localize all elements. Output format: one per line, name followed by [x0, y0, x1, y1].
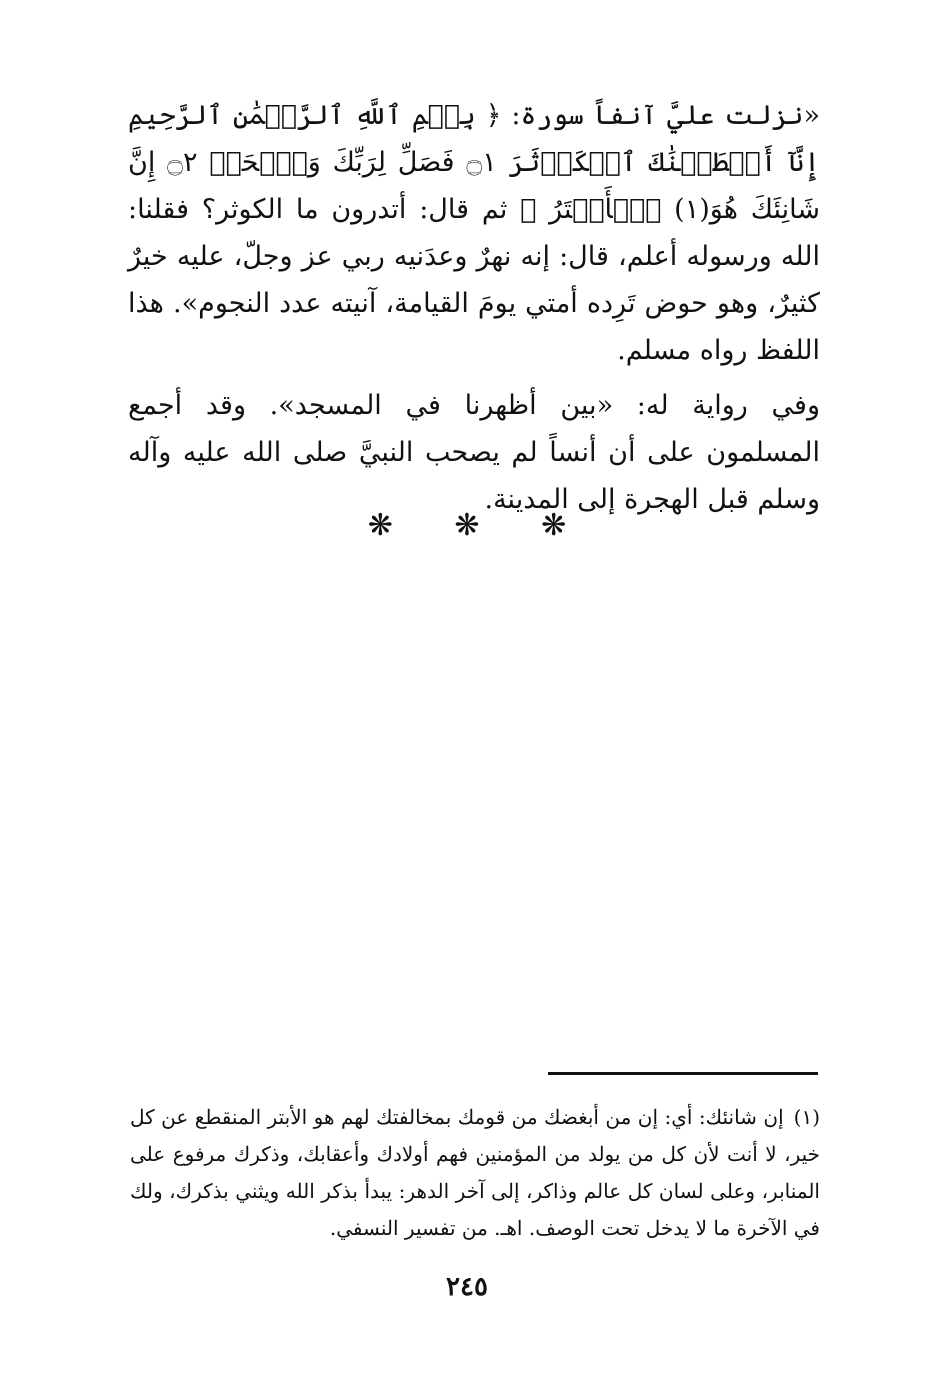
paragraph-hadith: «نزلت عليَّ آنفاً سورة: ﴿ بِسۡمِ ٱللَّهِ ٱلرَّحۡمَٰنِ ٱلرَّحِيمِ إِنَّآ أَعۡطَيۡنَٰكَ ٱلۡكَوۡثَرَ ۝١ فَصَلِّ لِرَبِّكَ وَٱنۡحَرۡ ۝٢ إِنَّ شَانِئَكَ هُوَ(١) ٱلۡأَبۡتَرُ ﴾ ثم قال: أتدرون ما الكوثر؟ فقلنا: الله ورسوله أعلم، قال: إنه نهرٌ وعدَنيه ربي عز وجلّ، عليه خيرٌ كثيرٌ، وهو حوض تَرِده أمتي يومَ القيامة، آنيته عدد النجوم». هذا اللفظ رواه مسلم.: [128, 100, 820, 366]
footnote: [130, 1099, 820, 1247]
footnote-text: إن شانئك: أي: إن من أبغضك من قومك بمخالفتك لهم هو الأبتر المنقطع عن كل خير، لا أنت لأن كل من يولد من المؤمنين فهم أولادك وأعقابك، وذكرك مرفوع على المنابر، وعلى لسان كل عالم وذاكر، إلى آخر الدهر: يبدأ بذكر الله ويثني بذكرك، ولك في الآخرة ما لا يدخل تحت الوصف. اهـ. من تفسير النسفي.: [130, 1105, 820, 1240]
footnote-divider: [548, 1072, 818, 1075]
asterisk-ornament-icon: ❋: [454, 508, 480, 543]
main-text-block: [128, 92, 820, 523]
footnote-marker: (١): [793, 1105, 820, 1129]
section-separator: [0, 508, 934, 543]
page-number: ٢٤٥: [446, 1272, 488, 1302]
asterisk-ornament-icon: ❋: [541, 508, 567, 543]
asterisk-ornament-icon: ❋: [367, 508, 393, 543]
paragraph-riwaya: وفي رواية له: «بين أظهرنا في المسجد». وقد أجمع المسلمون على أن أنساً لم يصحب النبيَّ صلى الله عليه وآله وسلم قبل الهجرة إلى المدينة.: [128, 390, 820, 515]
